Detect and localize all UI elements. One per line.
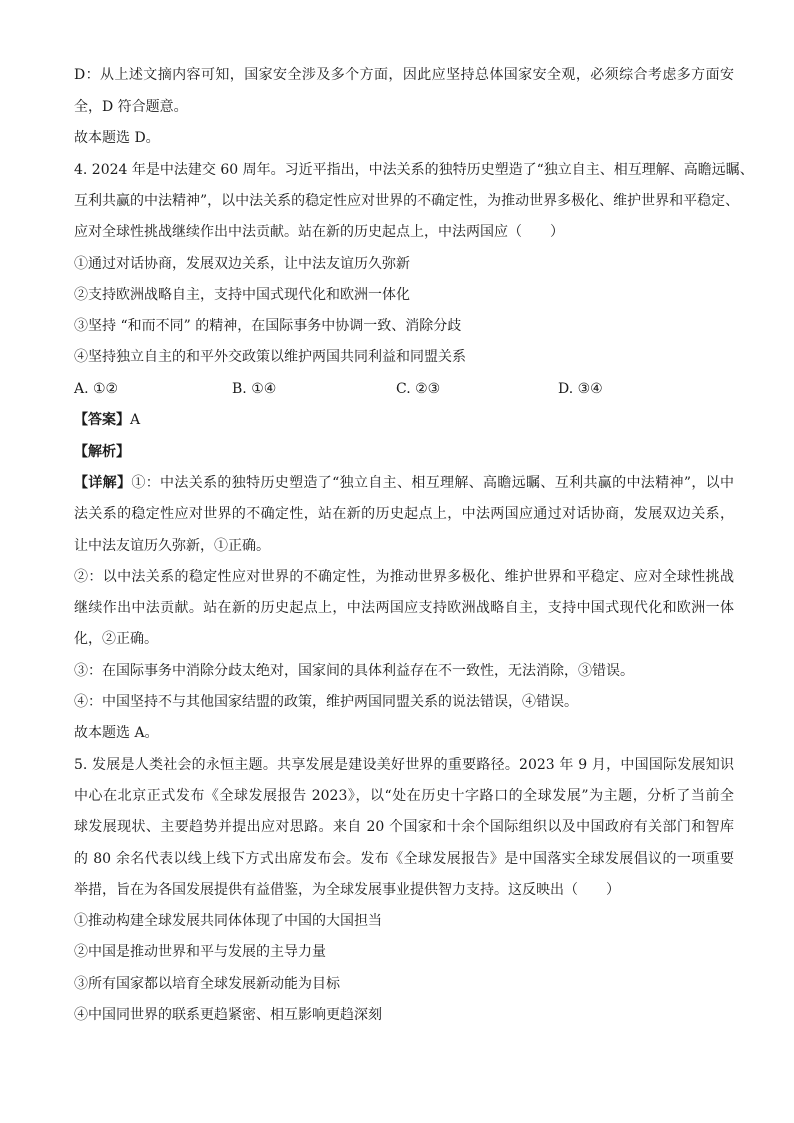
detail-line: 法关系的稳定性应对世界的不确定性，站在新的历史起点上，中法两国应通过对话协商，发展双边关系，: [74, 506, 734, 522]
detail-tag: 【详解】: [74, 475, 132, 491]
statement-3: ③坚持 “和而不同” 的精神，在国际事务中协调一致、消除分歧: [74, 318, 462, 334]
option-c: C. ②③: [396, 381, 441, 397]
option-a: A. ①②: [74, 381, 119, 397]
text-line: D：从上述文摘内容可知，国家安全涉及多个方面，因此应坚持总体国家安全观，必须综合考虑多方面安: [74, 67, 734, 83]
statement-2: ②支持欧洲战略自主，支持中国式现代化和欧洲一体化: [74, 287, 410, 303]
detail-line: ②：以中法关系的稳定性应对世界的不确定性，为推动世界多极化、维护世界和平稳定、应对全球性挑战: [74, 569, 734, 585]
question-5-stem: 中心在北京正式发布《全球发展报告 2023》，以“处在历史十字路口的全球发展”为主题，分析了当前全: [74, 788, 734, 804]
detail-line: 让中法友谊历久弥新，①正确。: [74, 538, 270, 554]
text-line: 故本题选 D。: [74, 130, 160, 146]
question-5-stem: 球发展现状、主要趋势并提出应对思路。来自 20 个国家和十余个国际组织以及中国政府有关部门和智库: [74, 819, 734, 835]
answer-line: [74, 409, 734, 431]
option-b: B. ①④: [232, 381, 277, 397]
answer-tag: 【答案】: [74, 412, 130, 428]
answer-value: A: [130, 412, 141, 428]
analysis-tag: 【解析】: [74, 444, 130, 460]
question-4-stem: 互利共赢的中法精神”，以中法关系的稳定性应对世界的不确定性，为推动世界多极化、维护世界和平稳定、: [74, 193, 740, 209]
statement-4: ④坚持独立自主的和平外交政策以维护两国共同利益和同盟关系: [74, 349, 466, 365]
detail-line: ③：在国际事务中消除分歧太绝对，国家间的具体利益存在不一致性，无法消除，③错误。: [74, 663, 634, 679]
option-d: D. ③④: [558, 381, 603, 397]
question-4-stem: 4. 2024 年是中法建交 60 周年。习近平指出，中法关系的独特历史塑造了“独立自主、相互理解、高瞻远瞩、: [74, 162, 754, 178]
analysis-line: [74, 441, 734, 463]
detail-line: 化，②正确。: [74, 631, 158, 647]
detail-line: 继续作出中法贡献。站在新的历史起点上，中法两国应支持欧洲战略自主，支持中国式现代化和欧洲一体: [74, 600, 734, 616]
question-5-stem: 的 80 余名代表以线上线下方式出席发布会。发布《全球发展报告》是中国落实全球发展倡议的一项重要: [74, 851, 734, 867]
question-5-stem: 5. 发展是人类社会的永恒主题。共享发展是建设美好世界的重要路径。2023 年 9 月，中国国际发展知识: [74, 757, 734, 773]
text-line: 全，D 符合题意。: [74, 99, 188, 115]
statement-4: ④中国同世界的联系更趋紧密、相互影响更趋深刻: [74, 1007, 382, 1023]
question-5-stem: 举措，旨在为各国发展提供有益借鉴，为全球发展事业提供智力支持。这反映出（ ）: [74, 882, 620, 898]
detail-line: 故本题选 A。: [74, 725, 159, 741]
statement-3: ③所有国家都以培育全球发展新动能为目标: [74, 976, 340, 992]
answer-options: [74, 378, 734, 400]
statement-2: ②中国是推动世界和平与发展的主导力量: [74, 944, 326, 960]
question-4-stem: 应对全球性挑战继续作出中法贡献。站在新的历史起点上，中法两国应（ ）: [74, 224, 564, 240]
detail-line: ④：中国坚持不与其他国家结盟的政策，维护两国同盟关系的说法错误，④错误。: [74, 694, 578, 710]
statement-1: ①通过对话协商，发展双边关系，让中法友谊历久弥新: [74, 256, 410, 272]
detail-line: [74, 472, 734, 494]
statement-1: ①推动构建全球发展共同体体现了中国的大国担当: [74, 913, 382, 929]
detail-text: ①：中法关系的独特历史塑造了“独立自主、相互理解、高瞻远瞩、互利共赢的中法精神”，以中: [131, 475, 735, 491]
